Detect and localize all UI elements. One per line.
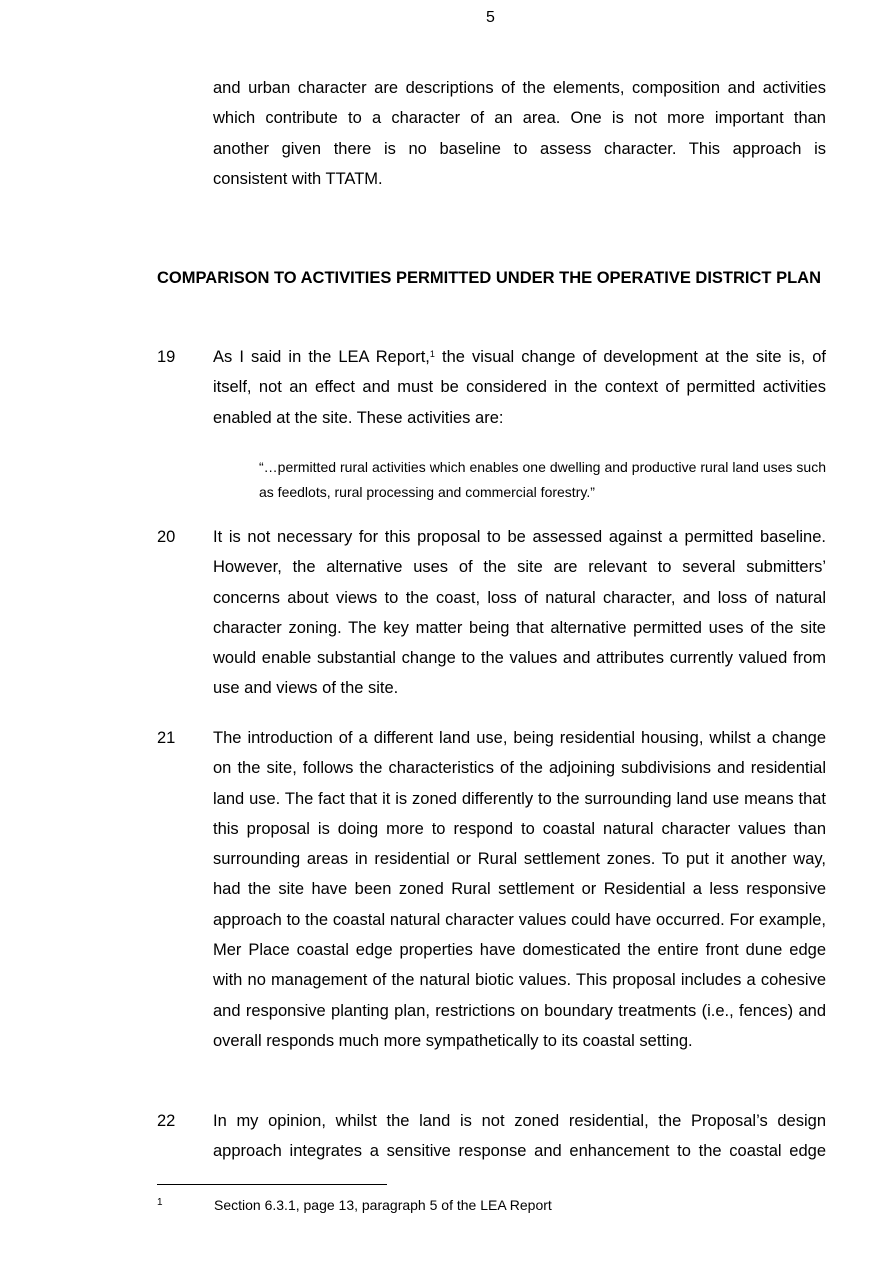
paragraph-21: The introduction of a different land use, being residential housing, whilst a change on the site, follows the characteristics of the adjoining subdivisions and residential land use. The fact that it is zoned differently to the surrounding land use means that this proposal is doing more to respond to coastal natural character values than surrounding areas in residential or Rural settlement zones. To put it another way, had the site have been zoned Rural settlement or Residential a less responsive approach to the coastal natural character values could have occurred. For example, Mer Place coastal edge properties have domesticated the entire front dune edge with no management of the natural biotic values. This proposal includes a cohesive and responsive planting plan, restrictions on boundary treatments (i.e., fences) and overall responds much more sympathetically to its coastal setting.	[213, 729, 826, 1050]
paragraph-20: It is not necessary for this proposal to be assessed against a permitted baseline. However, the alternative uses of the site are relevant to several submitters’ concerns about views to the coast, loss of natural character, and loss of natural character zoning. The key matter being that alternative permitted uses of the site would enable substantial change to the values and attributes currently valued from use and views of the site.	[213, 528, 826, 698]
paragraph-number-21: 21	[157, 729, 176, 747]
paragraph-number-22: 22	[157, 1112, 176, 1130]
intro-line-1: and urban character are descriptions of the elements, composition and activities	[213, 79, 826, 97]
section-heading: COMPARISON TO ACTIVITIES PERMITTED UNDER THE OPERATIVE DISTRICT PLAN	[157, 269, 822, 287]
paragraph-19	[213, 342, 826, 433]
footnote-text: Section 6.3.1, page 13, paragraph 5 of the LEA Report	[214, 1197, 552, 1213]
paragraph-number-19: 19	[157, 348, 176, 366]
block-quote: “…permitted rural activities which enables one dwelling and productive rural land uses such as feedlots, rural processing and commercial forestry.”	[259, 459, 826, 500]
paragraph-19-text-end: the visual change of development at the site is, of itself, not an effect and must be considered in the context of permitted activities enabled at the site. These activities are:	[213, 348, 827, 427]
paragraph-22: In my opinion, whilst the land is not zoned residential, the Proposal’s design approach integrates a sensitive response and enhancement to the coastal edge	[213, 1112, 826, 1161]
intro-line-2: which contribute to a character of an area. One is not more important than	[213, 109, 826, 128]
page-number: 5	[486, 9, 495, 26]
paragraph-19-text-start: As I said in the LEA Report,	[213, 348, 430, 366]
footnote-reference: 1	[429, 349, 435, 359]
paragraph-number-20: 20	[157, 528, 176, 546]
intro-line-3: another given there is no baseline to assess character. This approach is	[213, 139, 826, 158]
intro-line-4: consistent with TTATM.	[213, 169, 383, 188]
intro-paragraph	[213, 73, 826, 194]
footnote-divider	[157, 1184, 387, 1185]
footnote-number: 1	[157, 1197, 163, 1208]
